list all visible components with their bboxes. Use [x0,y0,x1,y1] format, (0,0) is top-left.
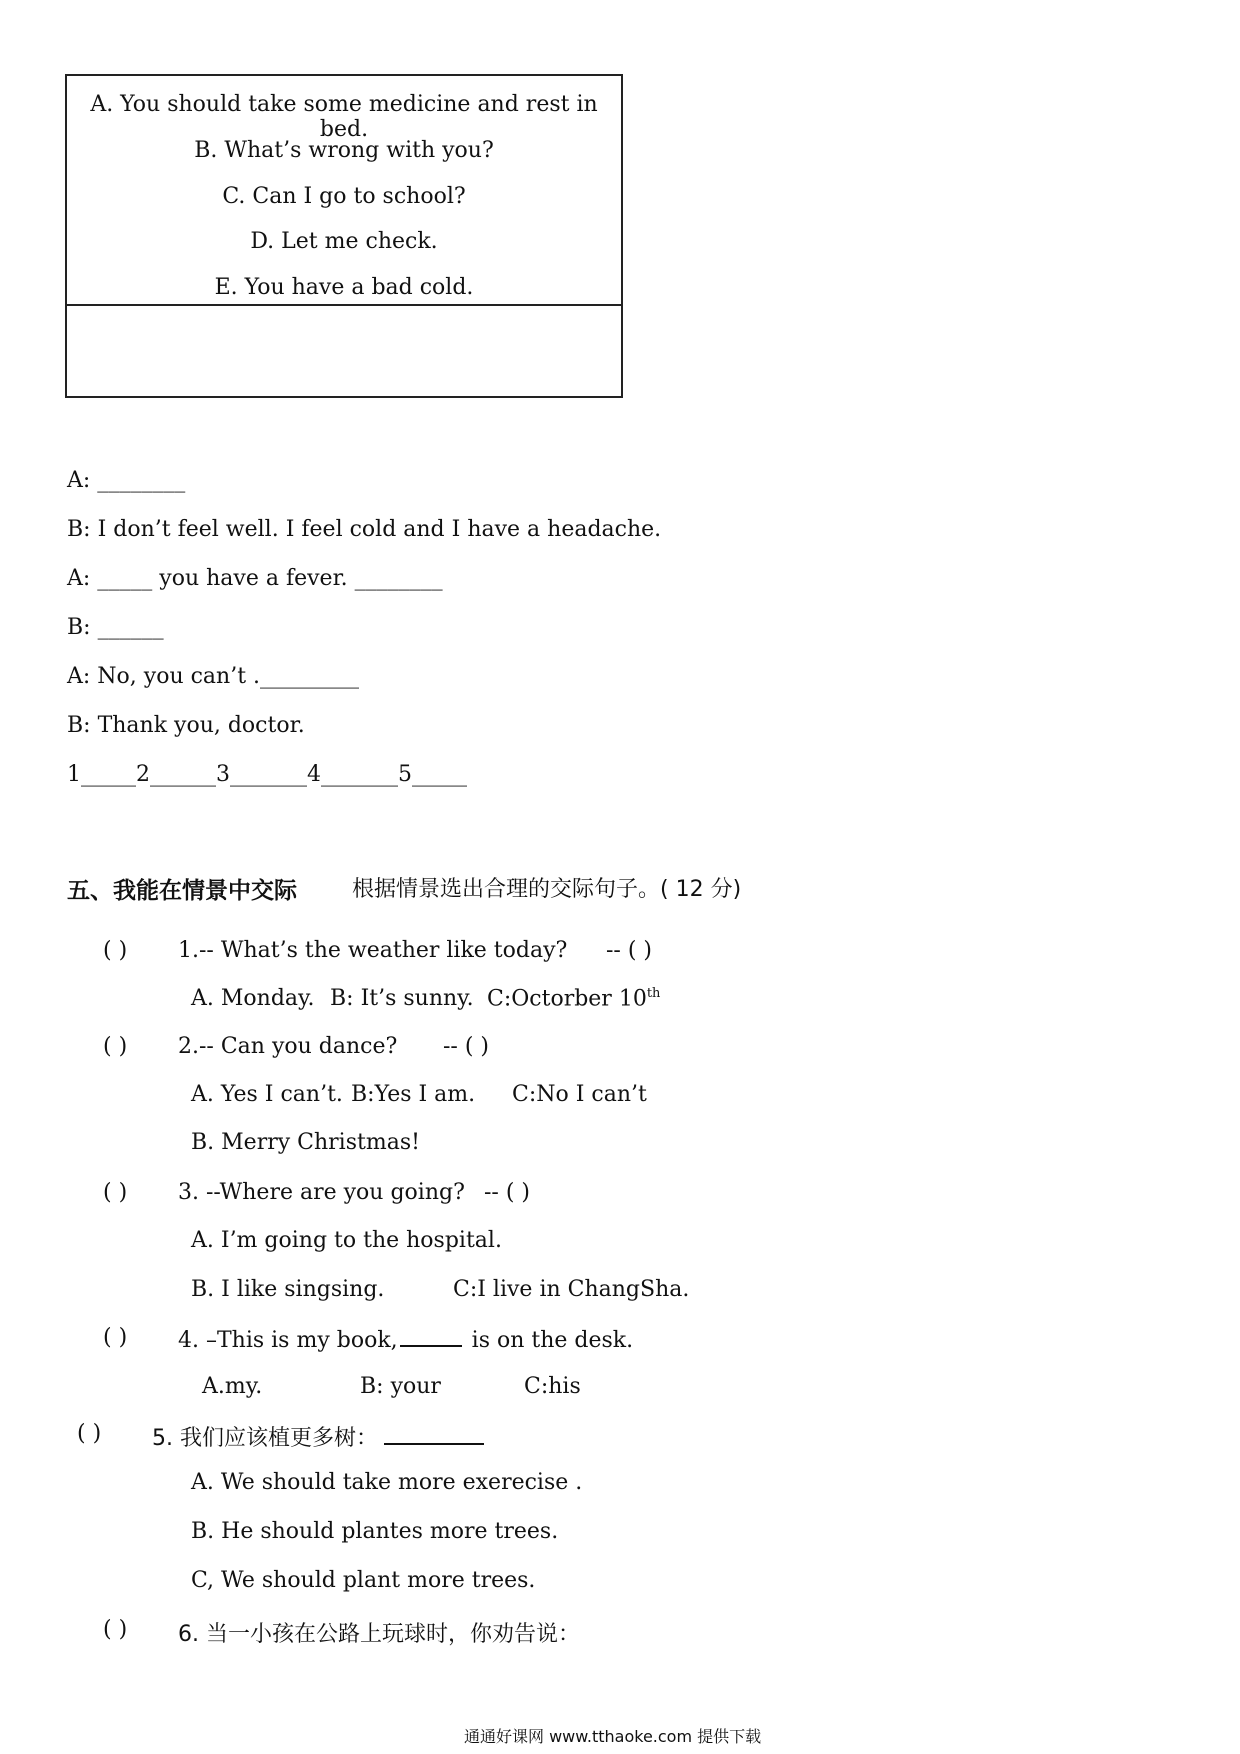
q5-blank [384,1423,484,1445]
q6-text: 6. 当一小孩在公路上玩球时，你劝告说： [178,1622,580,1647]
q4-option-c: C:his [524,1374,581,1399]
q1-option-a: A. Monday. [191,986,315,1011]
footer-source: 通通好课网 www.tthaoke.com 提供下载 [464,1727,762,1746]
dialogue-line-4: B: ______ [67,615,164,640]
q5-option-c: C, We should plant more trees. [191,1568,536,1593]
q4-option-b: B: your [360,1374,441,1399]
answer-box [65,304,623,398]
q4-text: 4. –This is my book, is on the desk. [178,1325,633,1353]
q3-option-b: B. I like singsing. [191,1277,385,1302]
q1-option-b: B: It’s sunny. [330,986,474,1011]
q5-text: 5. 我们应该植更多树： [152,1421,484,1452]
q5-option-a: A. We should take more exerecise . [191,1470,583,1495]
q2-text: 2.-- Can you dance? [178,1034,398,1059]
option-d: D. Let me check. [250,229,438,254]
q2-reply-paren: -- ( ) [443,1034,490,1059]
q4-option-a: A.my. [202,1374,263,1399]
q1-option-c-sup: th [646,986,661,1001]
q2-option-b2: B. Merry Christmas! [191,1130,420,1155]
dialogue-line-6: B: Thank you, doctor. [67,713,305,738]
dialogue-line-2: B: I don’t feel well. I feel cold and I have a headache. [67,517,662,542]
q1-text: 1.-- What’s the weather like today? [178,938,568,963]
q3-option-a: A. I’m going to the hospital. [191,1228,502,1253]
q5-option-b: B. He should plantes more trees. [191,1519,559,1544]
q3-text: 3. --Where are you going? [178,1180,465,1205]
q2-option-b: B:Yes I am. [351,1082,476,1107]
q3-option-c: C:I live in ChangSha. [453,1277,690,1302]
dialogue-line-3: A: _____ you have a fever. ________ [67,566,443,591]
q5-answer-paren: ( ) [77,1421,102,1446]
q2-option-a: A. Yes I can’t. [191,1082,343,1107]
q4-answer-paren: ( ) [103,1325,128,1350]
dialogue-line-1: A: ________ [67,468,186,493]
option-b: B. What’s wrong with you? [194,138,494,163]
dialogue-line-5: A: No, you can’t ._________ [67,664,360,689]
q4-blank [400,1325,462,1347]
q2-option-c: C:No I can’t [512,1082,647,1107]
q1-answer-paren: ( ) [103,938,128,963]
option-a: A. You should take some medicine and rest in bed. [90,92,598,142]
q2-answer-paren: ( ) [103,1034,128,1059]
section5-instruction: 根据情景选出合理的交际句子。( 12 分) [352,877,742,902]
option-c: C. Can I go to school? [222,184,466,209]
section5-title: 五、我能在情景中交际 [67,878,297,904]
q1-reply-paren: -- ( ) [606,938,653,963]
q3-answer-paren: ( ) [103,1180,128,1205]
q1-option-c: C:Octorber 10th [487,986,661,1012]
answer-blanks-line: 1_____2______3_______4_______5_____ [67,762,467,787]
q6-answer-paren: ( ) [103,1617,128,1642]
q3-reply-paren: -- ( ) [484,1180,531,1205]
option-e: E. You have a bad cold. [214,275,474,300]
